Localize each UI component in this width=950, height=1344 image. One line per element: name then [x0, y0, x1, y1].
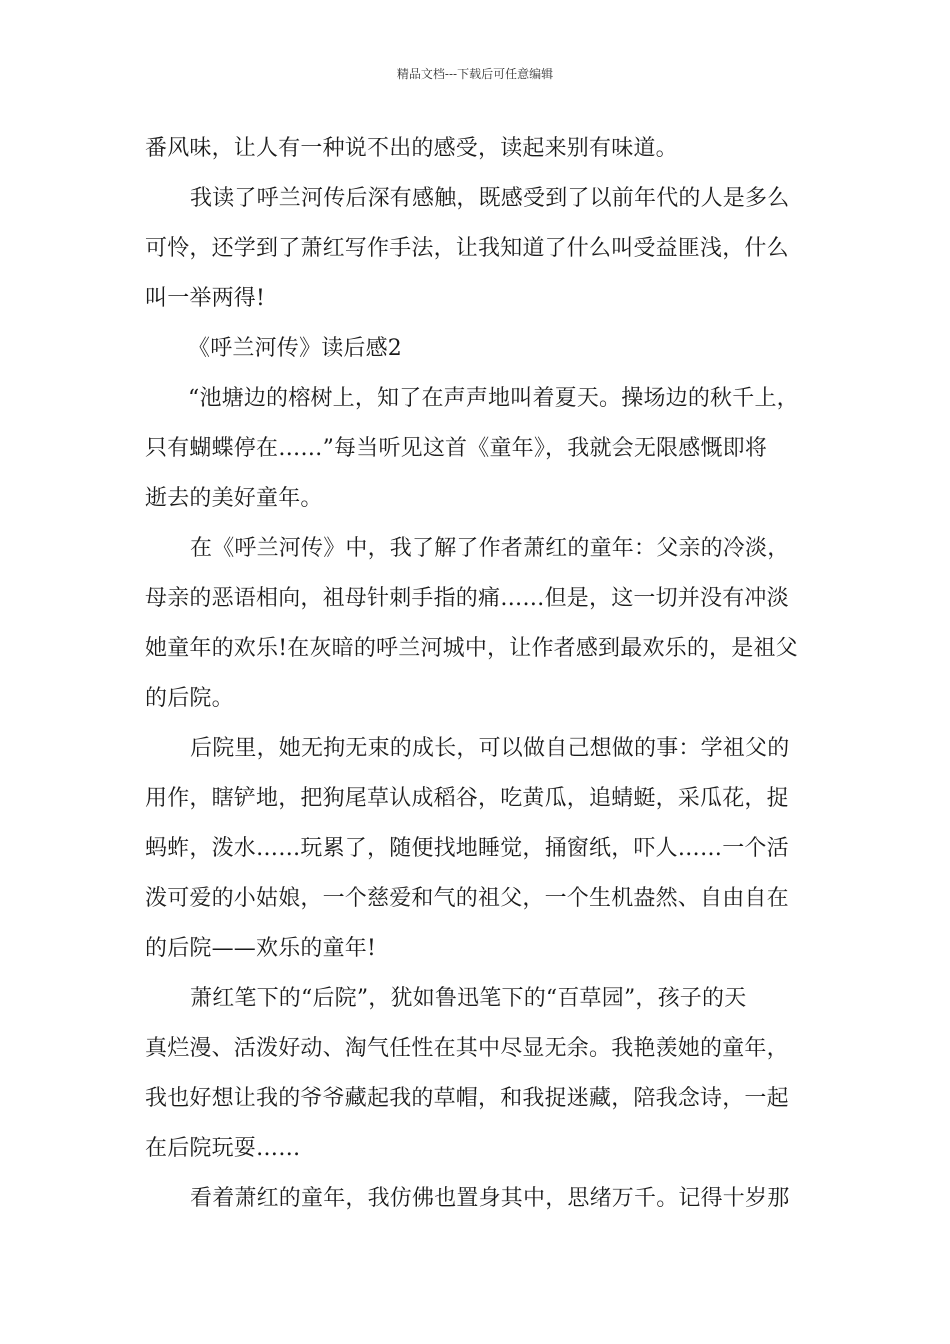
text-line: 后院里，她无拘无束的成长，可以做自己想做的事：学祖父的: [190, 736, 790, 761]
text-line: 在后院玩耍……: [145, 1136, 301, 1161]
text-line: 泼可爱的小姑娘，一个慈爱和气的祖父，一个生机盎然、自由自在: [145, 886, 789, 911]
page-header: 精品文档---下载后可任意编辑: [396, 67, 554, 81]
text-line: 我读了呼兰河传后深有感触，既感受到了以前年代的人是多么: [190, 186, 790, 211]
text-line: “池塘边的榕树上，知了在声声地叫着夏天。操场边的秋千上，: [188, 386, 799, 411]
text-line: 只有蝴蝶停在……”每当听见这首《童年》，我就会无限感慨即将: [145, 436, 768, 461]
text-line: 她童年的欢乐!在灰暗的呼兰河城中，让作者感到最欢乐的，是祖父: [145, 636, 798, 661]
text-line: 用作，瞎铲地，把狗尾草认成稻谷，吃黄瓜，追蜻蜓，采瓜花，捉: [145, 786, 789, 811]
text-line: 母亲的恶语相向，祖母针刺手指的痛……但是，这一切并没有冲淡: [145, 586, 789, 611]
text-line: 蚂蚱，泼水……玩累了，随便找地睡觉，捅窗纸，吓人……一个活: [145, 836, 789, 861]
text-line: 番风味，让人有一种说不出的感受，读起来别有味道。: [145, 136, 678, 161]
text-line: 在《呼兰河传》中，我了解了作者萧红的童年：父亲的冷淡，: [190, 536, 790, 561]
text-line: 的后院。: [145, 686, 234, 711]
text-line: 我也好想让我的爷爷藏起我的草帽，和我捉迷藏，陪我念诗，一起: [145, 1086, 789, 1111]
text-line: 逝去的美好童年。: [145, 486, 323, 511]
text-line: 叫一举两得!: [145, 286, 266, 311]
text-line: 看着萧红的童年，我仿佛也置身其中，思绪万千。记得十岁那: [190, 1186, 790, 1211]
text-line: 真烂漫、活泼好动、淘气任性在其中尽显无余。我艳羡她的童年，: [145, 1036, 789, 1061]
section-title: 《呼兰河传》读后感2: [188, 336, 402, 361]
text-line: 萧红笔下的“后院”，犹如鲁迅笔下的“百草园”，孩子的天: [190, 986, 747, 1011]
text-line: 可怜，还学到了萧红写作手法，让我知道了什么叫受益匪浅，什么: [145, 236, 789, 261]
text-line: 的后院——欢乐的童年!: [145, 936, 377, 961]
